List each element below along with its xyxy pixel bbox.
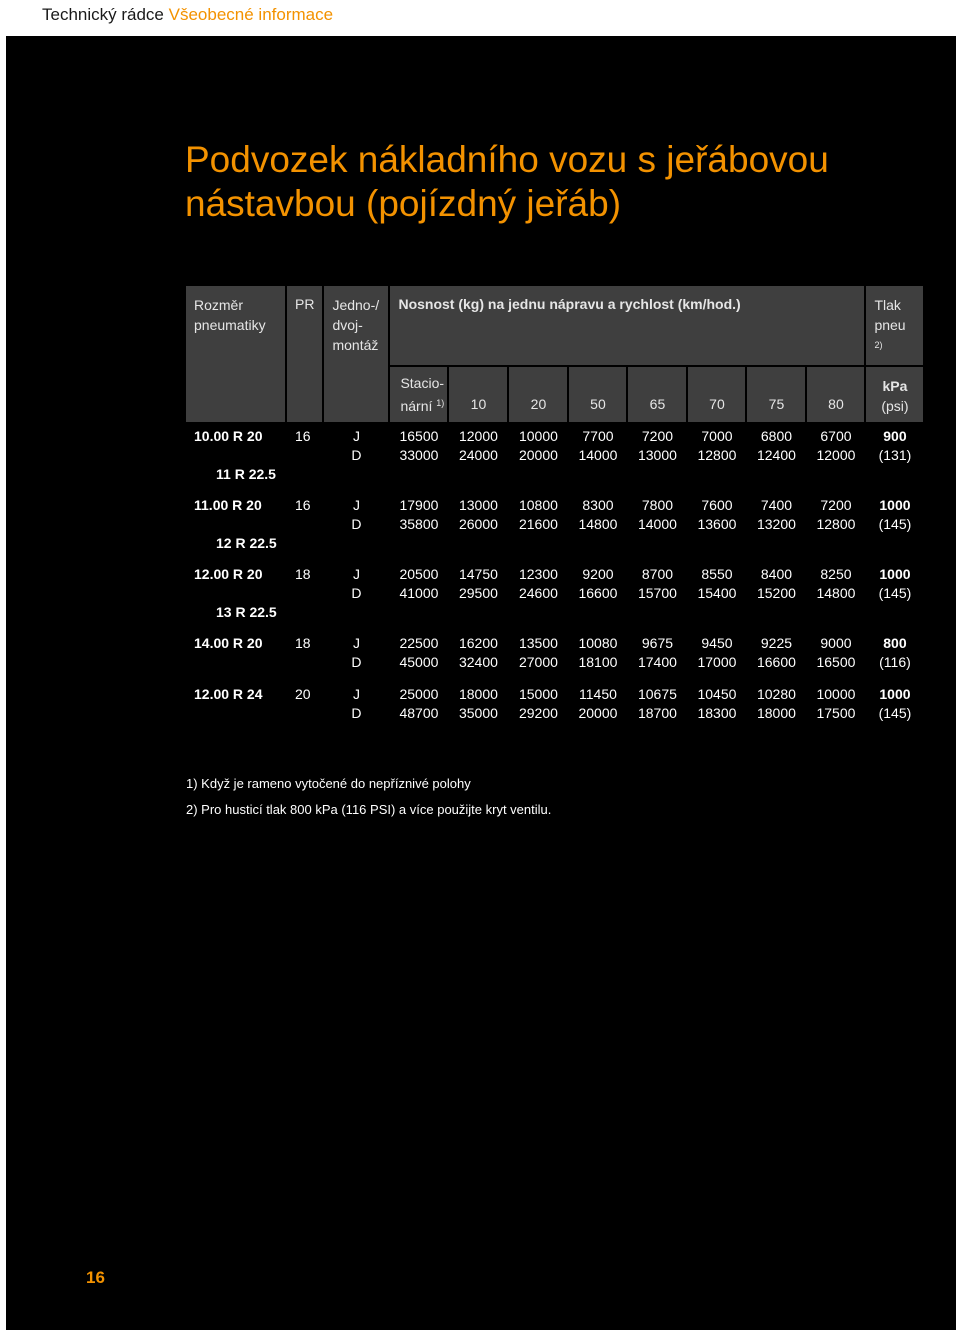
mount-single: J [352, 635, 360, 651]
cell-mount-type [323, 559, 389, 628]
sub-header-stationary-sup: 1) [436, 398, 445, 408]
tire-size-primary: 12.00 R 24 [194, 686, 263, 702]
cell-load-value [806, 679, 865, 730]
pressure-psi: (131) [878, 447, 912, 463]
load-dual: 18000 [756, 705, 796, 721]
load-dual: 12000 [816, 447, 856, 463]
sub-header-speed: 75 [746, 366, 806, 422]
cell-load-value [508, 559, 568, 628]
sub-header-speed: 80 [806, 366, 865, 422]
sub-header-speed: 10 [448, 366, 508, 422]
table-row [186, 679, 923, 730]
load-single: 22500 [399, 635, 439, 651]
col-header-mount-l2: dvoj- [332, 317, 363, 333]
pressure-kpa: 900 [883, 428, 907, 444]
cell-load-value [746, 422, 806, 490]
cell-load-value [627, 679, 687, 730]
load-single: 8400 [760, 566, 793, 582]
cell-load-value [568, 679, 627, 730]
cell-load-value [568, 628, 627, 679]
load-single: 12300 [518, 566, 558, 582]
load-dual: 15200 [756, 585, 796, 601]
pressure-psi: (145) [878, 585, 912, 601]
mount-dual: D [351, 516, 362, 532]
breadcrumb-section: Všeobecné informace [168, 5, 334, 24]
load-dual: 15400 [697, 585, 737, 601]
sub-header-speed: 20 [508, 366, 568, 422]
load-dual: 18100 [578, 654, 618, 670]
load-dual: 48700 [399, 705, 439, 721]
load-dual: 41000 [399, 585, 439, 601]
load-single: 20500 [399, 566, 439, 582]
cell-pressure [865, 679, 923, 730]
load-single: 16200 [458, 635, 498, 651]
tire-size-primary: 12.00 R 20 [194, 566, 263, 582]
tire-size-primary: 14.00 R 20 [194, 635, 263, 651]
cell-load-value [627, 422, 687, 490]
load-capacity-table [186, 286, 923, 731]
cell-load-value [448, 422, 508, 490]
cell-load-value [806, 490, 865, 559]
cell-load-value [746, 490, 806, 559]
cell-load-value [568, 559, 627, 628]
tire-size-alt: 11 R 22.5 [216, 466, 276, 482]
col-header-load-text: Nosnost (kg) na jednu nápravu a rychlost (km/hod.) [398, 296, 741, 312]
load-single: 9450 [701, 635, 733, 651]
cell-load-value [389, 490, 448, 559]
load-dual: 14800 [578, 516, 618, 532]
cell-load-value [687, 559, 746, 628]
mount-single: J [352, 497, 360, 513]
cell-tire-size [186, 679, 286, 730]
load-single: 10450 [697, 686, 737, 702]
load-dual: 29200 [518, 705, 558, 721]
load-single: 10280 [756, 686, 796, 702]
load-dual: 32400 [458, 654, 498, 670]
cell-load-value [448, 628, 508, 679]
load-single: 18000 [458, 686, 498, 702]
cell-load-value [627, 628, 687, 679]
cell-ply-rating: 16 [286, 490, 323, 559]
col-header-pressure-l2: pneu [874, 317, 906, 333]
top-header-bar [0, 0, 960, 36]
load-single: 8700 [641, 566, 674, 582]
cell-pressure [865, 422, 923, 490]
cell-load-value [806, 559, 865, 628]
col-header-load [389, 286, 865, 366]
cell-mount-type [323, 422, 389, 490]
load-single: 7600 [701, 497, 733, 513]
load-dual: 21600 [518, 516, 558, 532]
cell-ply-rating: 18 [286, 559, 323, 628]
load-dual: 35000 [458, 705, 498, 721]
mount-dual: D [351, 447, 362, 463]
cell-load-value [746, 559, 806, 628]
cell-load-value [687, 628, 746, 679]
cell-pressure [865, 628, 923, 679]
sub-header-stationary [389, 366, 448, 422]
load-dual: 33000 [399, 447, 439, 463]
load-dual: 20000 [518, 447, 558, 463]
pressure-psi: (116) [879, 654, 911, 670]
load-dual: 24000 [458, 447, 498, 463]
load-single: 8250 [820, 566, 852, 582]
load-dual: 15700 [637, 585, 677, 601]
load-single: 25000 [399, 686, 439, 702]
pressure-kpa: 1000 [879, 686, 911, 702]
load-single: 9225 [760, 635, 793, 651]
load-single: 8550 [701, 566, 733, 582]
load-single: 10080 [578, 635, 618, 651]
load-dual: 12800 [697, 447, 737, 463]
load-single: 13500 [518, 635, 558, 651]
page-title-line2: nástavbou (pojízdný jeřáb) [185, 183, 622, 224]
load-dual: 13600 [697, 516, 737, 532]
load-single: 16500 [399, 428, 439, 444]
col-header-pr-text: PR [295, 296, 315, 312]
mount-dual: D [351, 585, 362, 601]
load-dual: 14000 [578, 447, 618, 463]
col-header-pressure-l1: Tlak [874, 297, 901, 313]
load-dual: 16500 [816, 654, 856, 670]
mount-dual: D [351, 705, 362, 721]
load-dual: 14000 [637, 516, 677, 532]
table-row [186, 490, 923, 559]
load-dual: 14800 [816, 585, 856, 601]
cell-load-value [687, 679, 746, 730]
load-single: 6700 [820, 428, 852, 444]
load-single: 9000 [820, 635, 852, 651]
page-title-line1: Podvozek nákladního vozu s jeřábovou [185, 139, 829, 180]
breadcrumb-main: Technický rádce [42, 5, 164, 24]
cell-mount-type [323, 628, 389, 679]
load-single: 7200 [641, 428, 674, 444]
load-dual: 13200 [756, 516, 796, 532]
pressure-kpa: 1000 [879, 566, 911, 582]
mount-single: J [352, 686, 360, 702]
cell-pressure [865, 490, 923, 559]
load-dual: 16600 [756, 654, 796, 670]
load-dual: 26000 [458, 516, 498, 532]
load-single: 10000 [518, 428, 558, 444]
col-header-mount-l1: Jedno-/ [332, 297, 380, 313]
cell-load-value [568, 490, 627, 559]
pressure-kpa: 800 [883, 635, 907, 651]
cell-load-value [508, 628, 568, 679]
cell-load-value [508, 490, 568, 559]
cell-load-value [448, 490, 508, 559]
cell-load-value [806, 628, 865, 679]
load-dual: 24600 [518, 585, 558, 601]
cell-pressure [865, 559, 923, 628]
load-dual: 18700 [637, 705, 677, 721]
cell-load-value [568, 422, 627, 490]
cell-tire-size [186, 490, 286, 559]
mount-single: J [352, 566, 360, 582]
footnote-1: 1) Když je rameno vytočené do nepříznivé polohy [186, 776, 471, 791]
table-row [186, 559, 923, 628]
load-dual: 17400 [637, 654, 677, 670]
cell-load-value [627, 490, 687, 559]
cell-load-value [687, 422, 746, 490]
cell-load-value [746, 628, 806, 679]
cell-tire-size [186, 628, 286, 679]
sub-header-psi: (psi) [881, 398, 909, 414]
cell-load-value [508, 422, 568, 490]
load-single: 12000 [458, 428, 498, 444]
pressure-psi: (145) [878, 705, 912, 721]
col-header-mount [323, 286, 389, 422]
load-dual: 12800 [816, 516, 856, 532]
load-single: 7800 [641, 497, 674, 513]
cell-load-value [687, 490, 746, 559]
sub-header-speed: 50 [568, 366, 627, 422]
tire-size-primary: 10.00 R 20 [194, 428, 263, 444]
load-single: 15000 [518, 686, 558, 702]
load-single: 10675 [637, 686, 677, 702]
cell-tire-size [186, 559, 286, 628]
load-single: 7200 [820, 497, 852, 513]
load-dual: 12400 [756, 447, 796, 463]
load-single: 9675 [641, 635, 674, 651]
tire-size-alt: 13 R 22.5 [216, 604, 277, 620]
cell-load-value [389, 422, 448, 490]
pressure-kpa: 1000 [879, 497, 911, 513]
load-single: 7400 [760, 497, 793, 513]
cell-load-value [746, 679, 806, 730]
table-body [186, 422, 923, 730]
page-number: 16 [86, 1268, 105, 1287]
load-dual: 29500 [458, 585, 498, 601]
sub-header-pressure-unit [865, 366, 923, 422]
mount-single: J [352, 428, 360, 444]
load-single: 7700 [582, 428, 614, 444]
col-header-pr [286, 286, 323, 422]
col-header-size [186, 286, 286, 422]
cell-load-value [627, 559, 687, 628]
sub-header-kpa: kPa [882, 378, 908, 394]
cell-load-value [389, 628, 448, 679]
load-single: 14750 [458, 566, 498, 582]
load-single: 17900 [399, 497, 439, 513]
load-dual: 35800 [399, 516, 439, 532]
load-single: 6800 [760, 428, 793, 444]
col-header-pressure-sup: 2) [874, 340, 883, 350]
cell-load-value [806, 422, 865, 490]
load-single: 8300 [582, 497, 614, 513]
breadcrumb [42, 5, 333, 25]
cell-load-value [448, 679, 508, 730]
sub-header-speed: 70 [687, 366, 746, 422]
cell-mount-type [323, 679, 389, 730]
cell-load-value [389, 559, 448, 628]
load-single: 9200 [582, 566, 614, 582]
cell-ply-rating: 18 [286, 628, 323, 679]
load-dual: 13000 [637, 447, 677, 463]
cell-load-value [389, 679, 448, 730]
col-header-pressure [865, 286, 923, 366]
load-dual: 17000 [697, 654, 737, 670]
cell-load-value [448, 559, 508, 628]
footnote-2: 2) Pro husticí tlak 800 kPa (116 PSI) a více použijte kryt ventilu. [186, 802, 552, 817]
col-header-mount-l3: montáž [332, 337, 379, 353]
page-title [185, 138, 905, 226]
sub-header-speed: 65 [627, 366, 687, 422]
cell-tire-size [186, 422, 286, 490]
cell-mount-type [323, 490, 389, 559]
sub-header-stationary-l2: nární [400, 398, 433, 414]
table-row [186, 628, 923, 679]
load-single: 10000 [816, 686, 856, 702]
tire-size-primary: 11.00 R 20 [194, 497, 262, 513]
load-dual: 17500 [816, 705, 856, 721]
sub-header-stationary-l1: Stacio- [400, 375, 445, 391]
load-single: 7000 [701, 428, 733, 444]
cell-load-value [508, 679, 568, 730]
load-single: 11450 [579, 686, 617, 702]
load-dual: 20000 [578, 705, 618, 721]
load-dual: 45000 [399, 654, 439, 670]
load-single: 13000 [458, 497, 498, 513]
load-dual: 27000 [518, 654, 558, 670]
load-single: 10800 [518, 497, 558, 513]
load-dual: 18300 [697, 705, 737, 721]
load-dual: 16600 [578, 585, 618, 601]
cell-ply-rating: 16 [286, 422, 323, 490]
mount-dual: D [351, 654, 362, 670]
pressure-psi: (145) [878, 516, 912, 532]
col-header-size-text: Rozměr pneumatiky [194, 297, 266, 333]
tire-size-alt: 12 R 22.5 [216, 535, 277, 551]
table-row [186, 422, 923, 490]
cell-ply-rating: 20 [286, 679, 323, 730]
